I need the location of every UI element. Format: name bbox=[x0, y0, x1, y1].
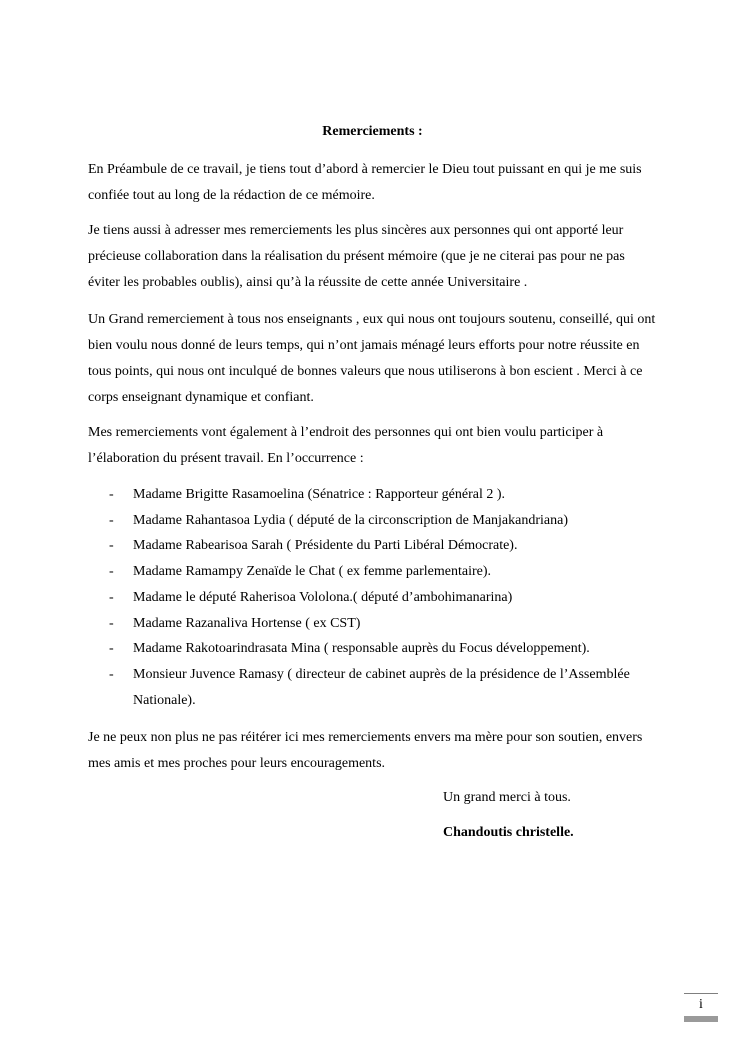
list-item bbox=[105, 533, 665, 559]
page-number-bar bbox=[684, 1016, 718, 1022]
list-dash: - bbox=[109, 487, 114, 502]
list-item-text: Madame Rabearisoa Sarah ( Présidente du Parti Libéral Démocrate). bbox=[133, 538, 518, 554]
paragraph-family-thanks: Je ne peux non plus ne pas réitérer ici mes remerciements envers ma mère pour son soutien, envers mes amis et mes proches pour leurs encouragements. bbox=[88, 730, 643, 771]
paragraph-collaboration: Je tiens aussi à adresser mes remerciements les plus sincères aux personnes qui ont apporté leur précieuse collaboration dans la réalisation du présent mémoire (que je ne citerai pas pour ne pas éviter les probables oublis), ainsi qu’à la réussite de cette année Universitaire . bbox=[88, 223, 625, 290]
paragraph-preamble: En Préambule de ce travail, je tiens tout d’abord à remercier le Dieu tout puissant en qui je me suis confiée tout au long de la rédaction de ce mémoire. bbox=[88, 162, 642, 203]
list-item bbox=[105, 636, 665, 662]
list-item bbox=[105, 559, 665, 585]
list-item bbox=[105, 482, 665, 508]
list-item-text: Madame Brigitte Rasamoelina (Sénatrice : Rapporteur général 2 ). bbox=[133, 487, 506, 502]
page-number: i bbox=[684, 993, 718, 1013]
list-dash: - bbox=[109, 641, 114, 657]
list-item-text: Monsieur Juvence Ramasy ( directeur de cabinet auprès de la présidence de l’Assemblée Nationale). bbox=[133, 666, 630, 708]
list-item bbox=[105, 508, 665, 534]
list-item-text: Madame Rakotoarindrasata Mina ( responsable auprès du Focus développement). bbox=[133, 641, 590, 657]
list-dash: - bbox=[109, 512, 114, 528]
list-dash: - bbox=[109, 564, 114, 580]
list-item-text: Madame Ramampy Zenaïde le Chat ( ex femme parlementaire). bbox=[133, 564, 492, 580]
page-title: Remerciements : bbox=[322, 124, 423, 139]
paragraph-teachers: Un Grand remerciement à tous nos enseignants , eux qui nous ont toujours soutenu, conseillé, qui ont bien voulu nous donné de leurs temps, qui n’ont jamais ménagé leurs efforts pour notre réussite en tous points, qui nous ont inculqué de bonnes valeurs que nous utiliserons à bon escient . Merci à ce corps enseignant dynamique et confiant. bbox=[88, 312, 656, 405]
list-dash: - bbox=[109, 589, 114, 605]
paragraph-contributors-intro: Mes remerciements vont également à l’endroit des personnes qui ont bien voulu participer à l’élaboration du présent travail. En l’occurrence : bbox=[88, 425, 604, 466]
list-item-text: Madame Razanaliva Hortense ( ex CST) bbox=[133, 615, 361, 631]
list-dash: - bbox=[109, 666, 114, 682]
list-dash: - bbox=[109, 538, 114, 554]
list-item bbox=[105, 662, 665, 713]
closing-line: Un grand merci à tous. bbox=[443, 790, 571, 805]
signature: Chandoutis christelle. bbox=[443, 825, 574, 840]
list-item bbox=[105, 611, 665, 637]
list-item bbox=[105, 585, 665, 611]
list-item-text: Madame le député Raherisoa Vololona.( député d’ambohimanarina) bbox=[133, 589, 513, 605]
list-item-text: Madame Rahantasoa Lydia ( député de la circonscription de Manjakandriana) bbox=[133, 512, 568, 528]
contributors-list bbox=[105, 482, 665, 713]
list-dash: - bbox=[109, 615, 114, 631]
